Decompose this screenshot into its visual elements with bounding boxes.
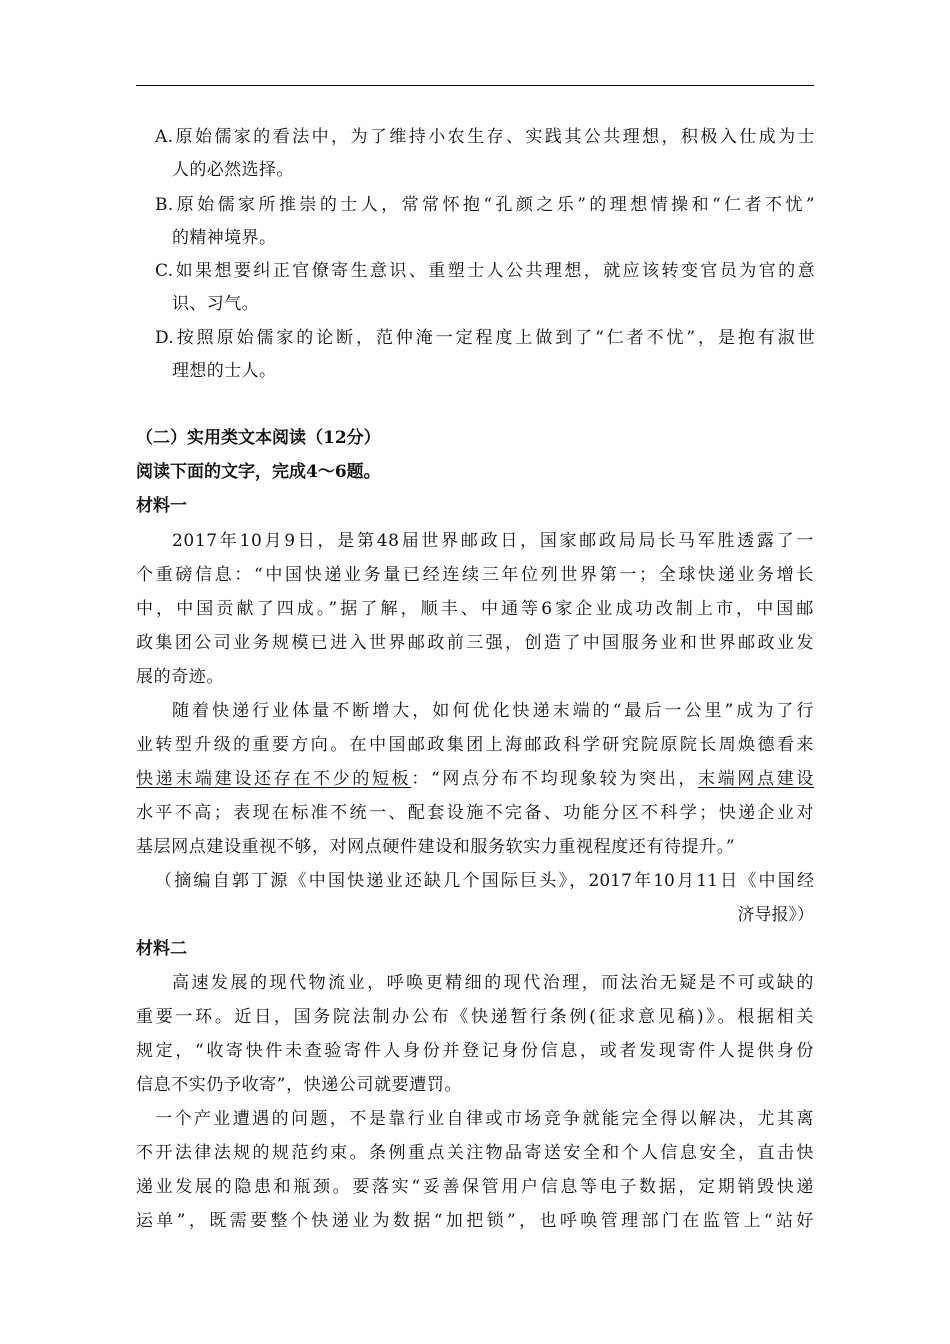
m1-p1-line: 中，中国贡献了四成。”据了解，顺丰、中通等6家企业成功改制上市，中国邮 (136, 599, 814, 619)
m1-p2-line: 业转型升级的重要方向。在中国邮政集团上海邮政科学研究院原院长周焕德看来 (136, 735, 814, 755)
m2-p1-line: 重要一环。近日，国务院法制办公布《快递暂行条例(征求意见稿)》。根据相关 (136, 1007, 814, 1027)
option-b-line2: 的精神境界。 (172, 228, 277, 248)
material-two-heading: 材料二 (136, 939, 187, 959)
option-a-line1: A.原始儒家的看法中，为了维持小农生存、实践其公共理想，积极入仕成为士 (155, 127, 815, 147)
m1-p2-line: 水平不高；表现在标准不统一、配套设施不完备、功能分区不科学；快递企业对 (136, 803, 814, 823)
m2-p1-line: 高速发展的现代物流业，呼唤更精细的现代治理，而法治无疑是不可或缺的 (172, 973, 814, 993)
underlined-phrase: 末端网点建设 (698, 769, 814, 789)
header-rule (136, 85, 814, 86)
option-c-line2: 识、习气。 (172, 294, 259, 314)
m1-p1-line: 2017年10月9日，是第48届世界邮政日，国家邮政局局长马军胜透露了一 (172, 531, 814, 551)
source-citation-cont: 济导报》） (737, 905, 814, 925)
m1-p1-line: 个重磅信息：“中国快递业务量已经连续三年位列世界第一；全球快递业务增长 (136, 565, 814, 585)
instruction: 阅读下面的文字，完成4～6题。 (136, 462, 381, 482)
m2-p1-line: 规定，“收寄快件未查验寄件人身份并登记身份信息，或者发现寄件人提供身份 (136, 1041, 814, 1061)
option-a-line2: 人的必然选择。 (172, 160, 294, 180)
option-d-line1: D.按照原始儒家的论断，范仲淹一定程度上做到了“仁者不忧”，是抱有淑世 (155, 328, 815, 348)
m1-p1-line: 展的奇迹。 (136, 667, 224, 687)
m1-p2-line: 基层网点建设重视不够，对网点硬件建设和服务软实力重视程度还有待提升。” (136, 837, 736, 857)
m2-p1-line: 信息不实仍予收寄”，快递公司就要遭罚。 (136, 1075, 463, 1095)
option-b-line1: B.原始儒家所推崇的士人，常常怀抱“孔颜之乐”的理想情操和“仁者不忧” (155, 195, 815, 215)
option-d-line2: 理想的士人。 (172, 361, 277, 381)
m2-p2-line: 不开法律法规的规范约束。条例重点关注物品寄送安全和个人信息安全，直击快 (136, 1143, 814, 1163)
m2-p2-line: 运单”，既需要整个快递业为数据“加把锁”，也呼唤管理部门在监管上“站好 (136, 1211, 814, 1231)
material-one-heading: 材料一 (136, 496, 187, 516)
source-citation: （摘编自郭丁源《中国快递业还缺几个国际巨头》，2017年10月11日《中国经 (155, 871, 814, 891)
m1-p1-line: 政集团公司业务规模已进入世界邮政前三强，创造了中国服务业和世界邮政业发 (136, 633, 814, 653)
text-span: ：“网点分布不均现象较为突出， (411, 769, 699, 789)
underlined-phrase: 快递末端建设还存在不少的短板 (136, 769, 412, 789)
option-c-line1: C.如果想要纠正官僚寄生意识、重塑士人公共理想，就应该转变官员为官的意 (155, 261, 815, 281)
section-title: （二）实用类文本阅读（12分） (136, 428, 381, 448)
m2-p2-line: 一个产业遭遇的问题，不是靠行业自律或市场竞争就能完全得以解决，尤其离 (155, 1109, 814, 1129)
m1-p2-line-underlined (136, 767, 814, 791)
m2-p2-line: 递业发展的隐患和瓶颈。要落实“妥善保管用户信息等电子数据，定期销毁快递 (136, 1177, 814, 1197)
m1-p2-line: 随着快递行业体量不断增大，如何优化快递末端的“最后一公里”成为了行 (172, 701, 814, 721)
